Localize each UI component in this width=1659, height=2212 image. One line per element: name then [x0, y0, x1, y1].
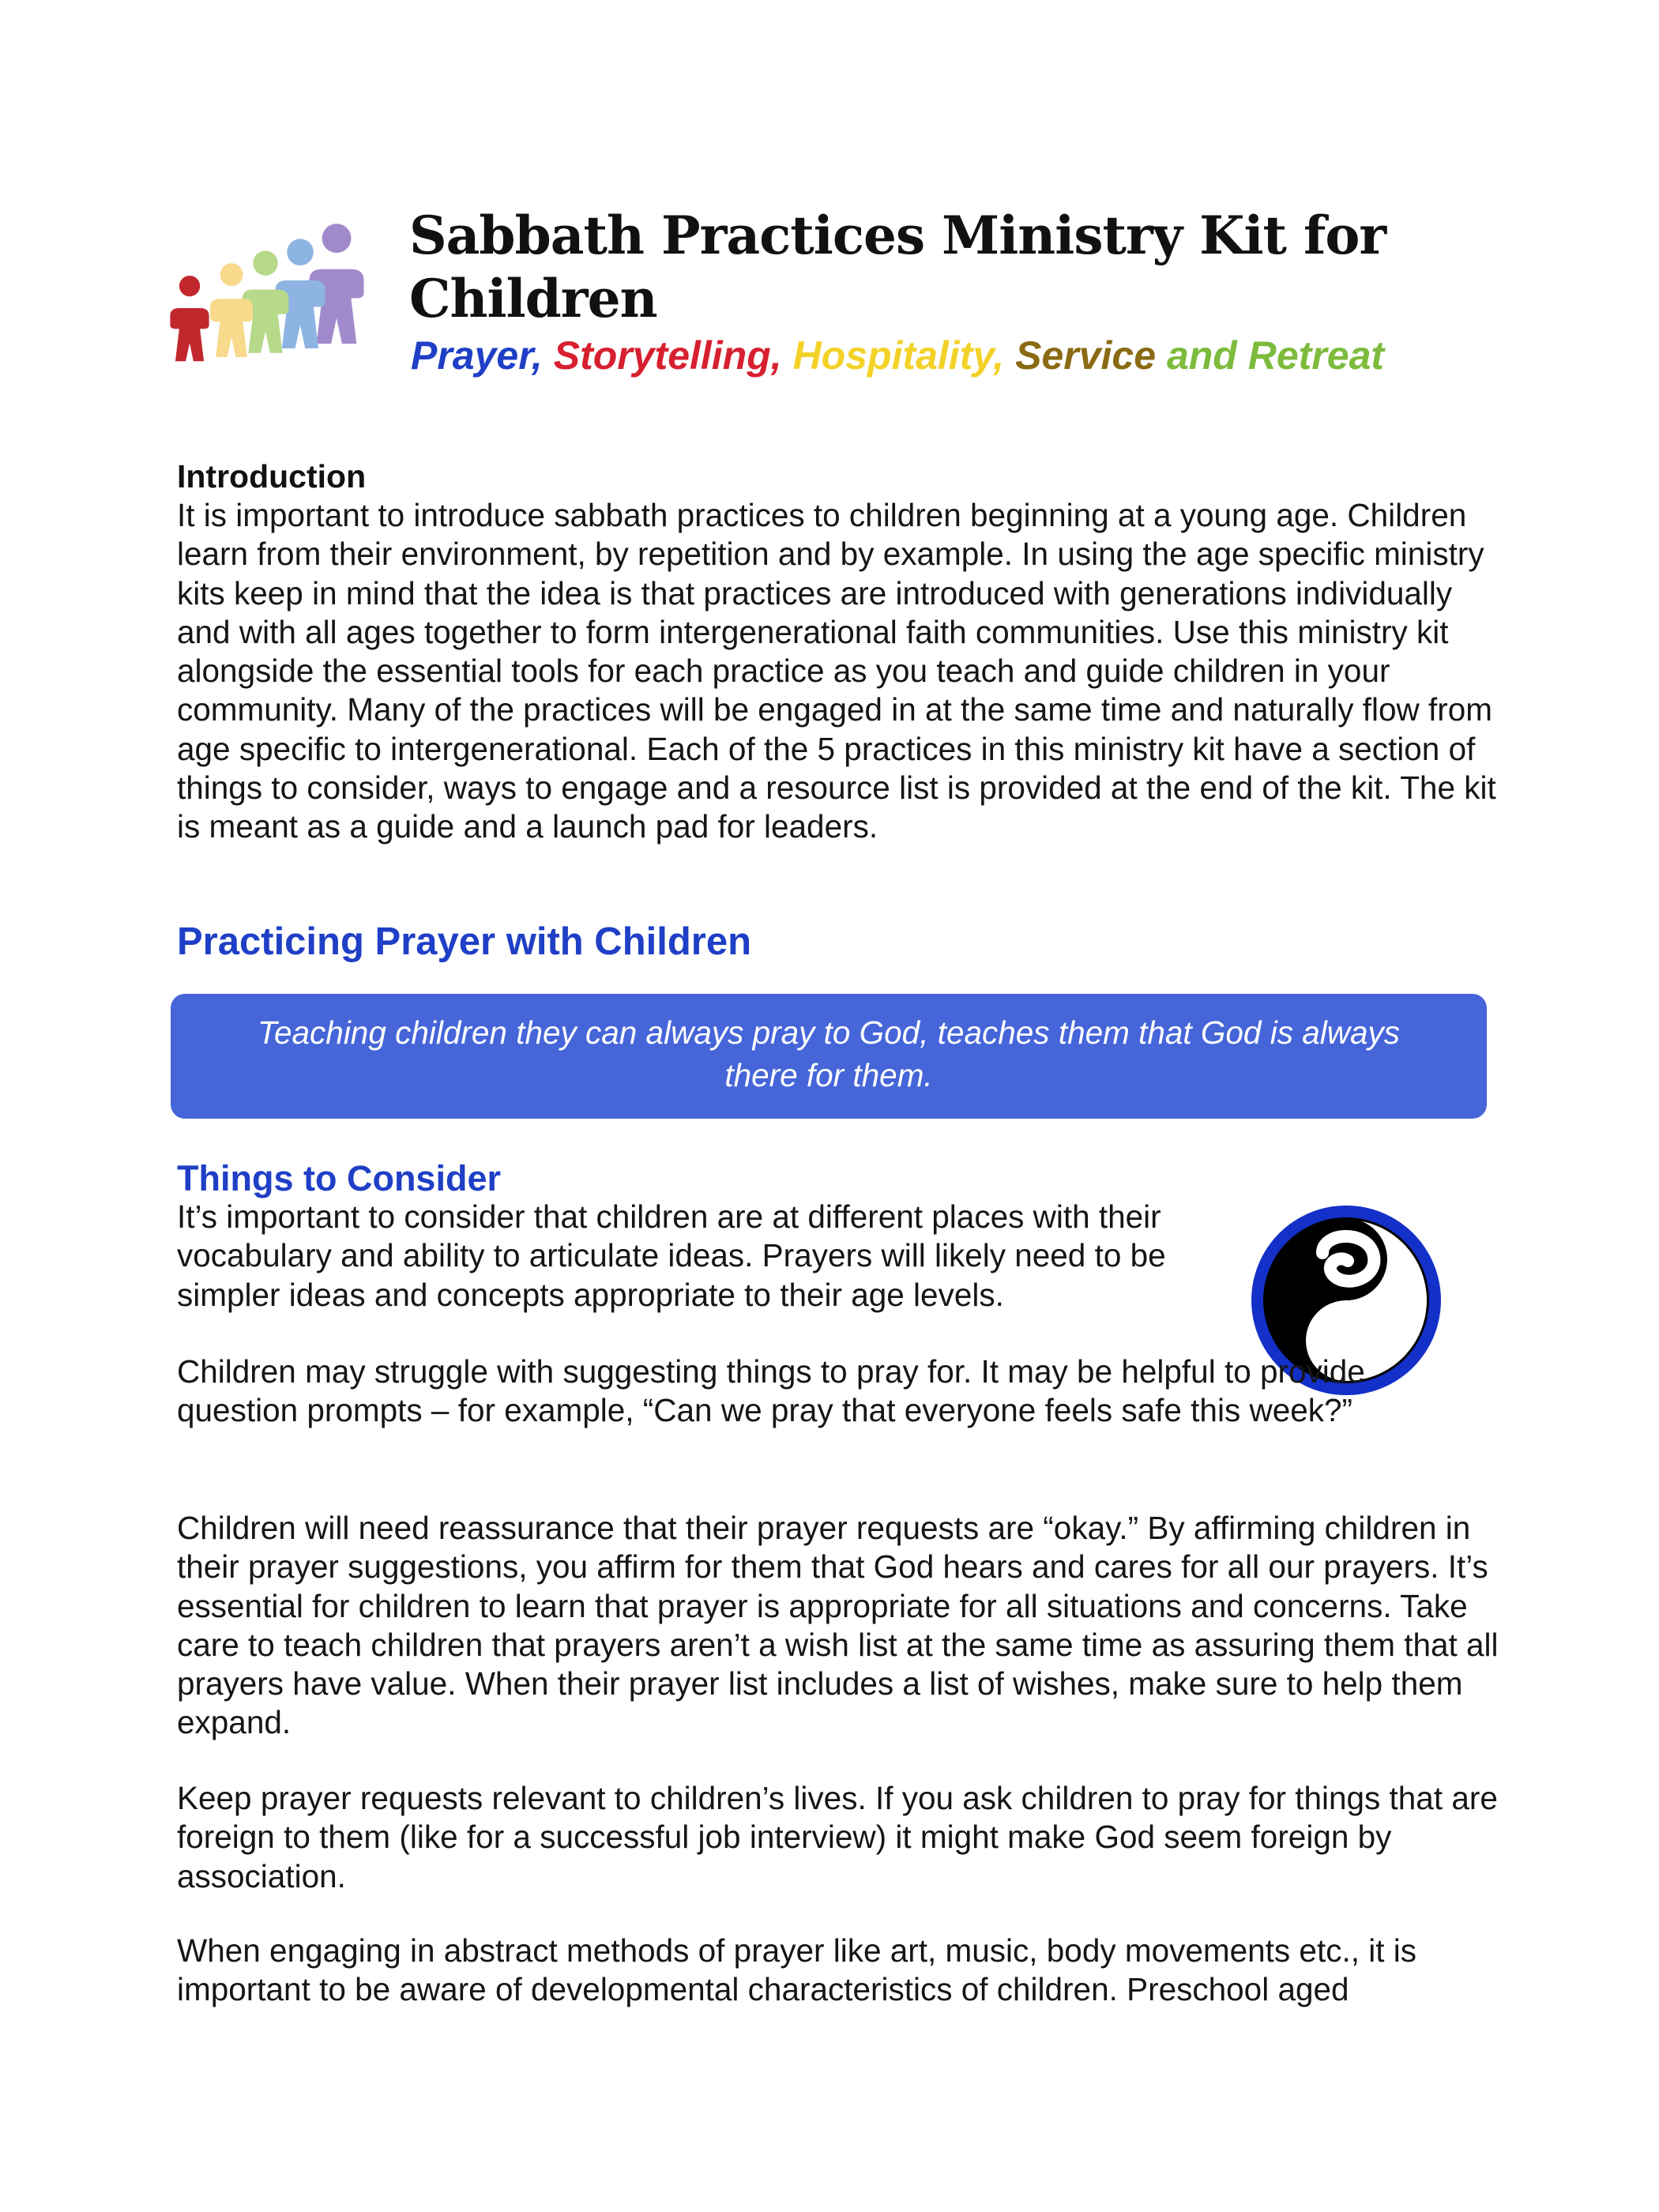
- document-title: Sabbath Practices Ministry Kit for Children: [409, 205, 1386, 329]
- yellow-figure: [210, 263, 253, 357]
- things-to-consider-heading: Things to Consider: [177, 1158, 501, 1198]
- prayer-quote-box: [171, 994, 1487, 1119]
- red-figure: [170, 276, 209, 361]
- consider-paragraph-2: [177, 1352, 1441, 1431]
- subtitle-hospitality: Hospitality,: [792, 333, 1005, 378]
- consider-paragraph-4: Keep prayer requests relevant to children’s lives. If you ask children to pray for things that are foreign to them (like for a successful job interview) it might make God seem foreign by association.: [177, 1780, 1498, 1894]
- prayer-quote-text: Teaching children they can always pray to God, teaches them that God is always there for them.: [257, 1014, 1401, 1093]
- consider-paragraph-5: When engaging in abstract methods of prayer like art, music, body movements etc., it is important to be aware of developmental characteristics of children. Preschool aged: [177, 1932, 1416, 2008]
- consider-paragraph-2-text: Children may struggle with suggesting things to pray for. It may be helpful to provide question prompts – for example, “Can we pray that everyone feels safe this week?”: [177, 1353, 1365, 1429]
- practicing-prayer-heading: Practicing Prayer with Children: [177, 920, 752, 963]
- introduction-heading: Introduction: [177, 458, 367, 495]
- consider-paragraph-1: It’s important to consider that children are at different places with their vocabulary and ability to articulate ideas. Prayers will likely need to be simpler ideas and concepts appropriate to their age levels.: [177, 1198, 1166, 1313]
- subtitle-prayer: Prayer,: [411, 333, 543, 378]
- subtitle-retreat: and Retreat: [1166, 333, 1385, 378]
- subtitle-service: Service: [1015, 333, 1157, 378]
- introduction-paragraph: It is important to introduce sabbath practices to children beginning at a young age. Children learn from their environment, by repetition and by example. In using the age specific ministry kits keep in mind that the idea is that practices are introduced with generations individually and with all ages together to form intergenerational faith communities. Use this ministry kit alongside the essential tools for each practice as you teach and guide children in your community. Many of the practices will be engaged in at the same time and naturally flow from age specific to intergenerational. Each of the 5 practices in this ministry kit have a section of things to consider, ways to engage and a resource list is provided at the end of the kit. The kit is meant as a guide and a launch pad for leaders.: [177, 497, 1496, 845]
- document-subtitle: [411, 332, 1596, 379]
- subtitle-storytelling: Storytelling,: [553, 333, 782, 378]
- consider-paragraph-3: Children will need reassurance that their prayer requests are “okay.” By affirming children in their prayer suggestions, you affirm for them that God hears and cares for all our prayers. It’s essential for children to learn that prayer is appropriate for all situations and concerns. Take care to teach children that prayers aren’t a wish list at the same time as assuring them that all prayers have value. When their prayer list includes a list of wishes, make sure to help them expand.: [177, 1510, 1499, 1741]
- colorful-people-logo: [156, 220, 386, 362]
